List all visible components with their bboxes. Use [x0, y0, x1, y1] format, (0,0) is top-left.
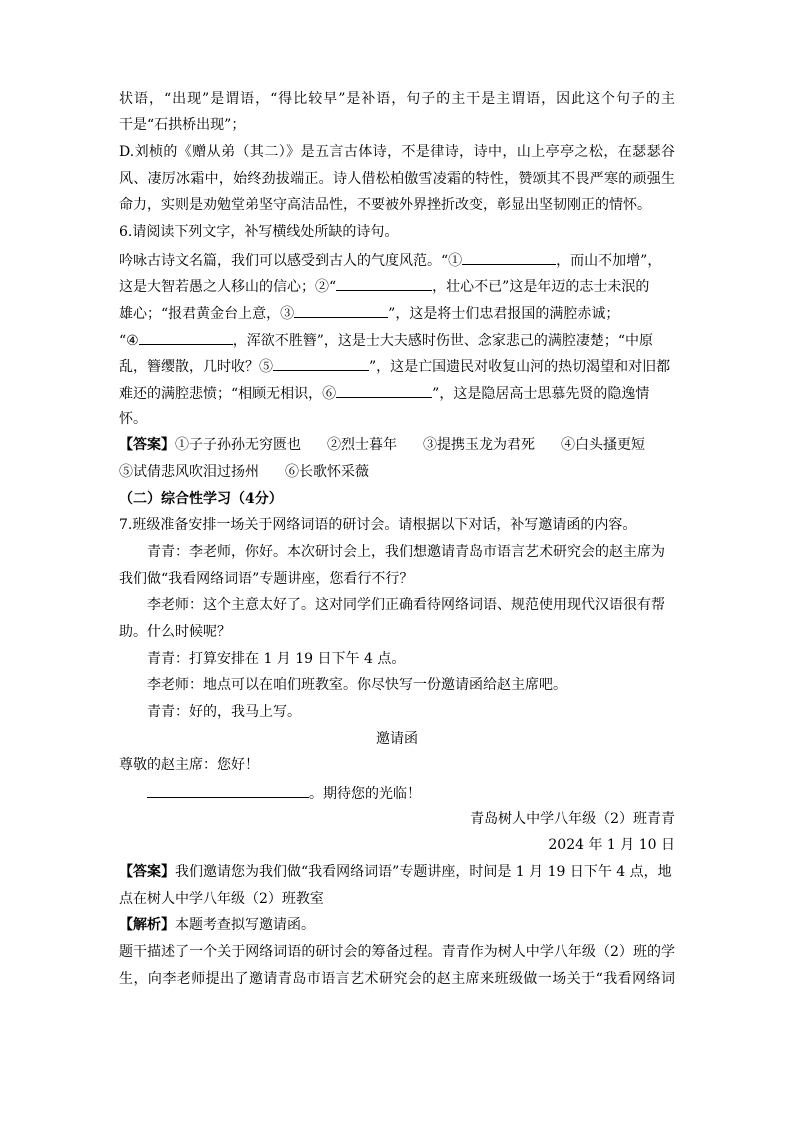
answer-item: ②烈士暮年 [327, 437, 397, 453]
answer-text: 我们邀请您为我们做“我看网络词语”专题讲座，时间是 1 月 19 日下午 4 点，地 [175, 864, 672, 880]
answer-tag: 【答案】 [119, 437, 175, 453]
letter-body-blank[interactable] [147, 783, 309, 798]
dialogue-line: 李老师：地点可以在咱们班教室。你尽快写一份邀请函给赵主席吧。 [147, 677, 567, 693]
text-segment: ”，这是隐居高士思慕先贤的隐逸情 [432, 386, 650, 402]
fill-blank-6[interactable] [336, 383, 432, 398]
question-6-stem: 6.请阅读下列文字，补写横线处所缺的诗句。 [119, 224, 399, 240]
letter-title: 邀请函 [376, 731, 418, 747]
answer-item: ⑤试倩悲风吹泪过扬州 [119, 464, 259, 480]
text-segment: ，壮心不已”这是年迈的志士未泯的 [432, 279, 650, 295]
q6-line-6 [119, 383, 649, 401]
answer-item: ①子子孙孙无穷匮也 [175, 437, 301, 453]
fill-blank-2[interactable] [336, 276, 432, 291]
dialogue-line: 青青：好的，我马上写。 [147, 704, 301, 720]
text-line: 怀。 [119, 411, 147, 427]
letter-date: 2024 年 1 月 10 日 [548, 837, 675, 853]
dialogue-line: 助。什么时候呢？ [119, 624, 231, 640]
letter-salutation: 尊敬的赵主席：您好！ [119, 757, 259, 773]
text-segment: “④ [119, 333, 139, 349]
analysis-7 [119, 916, 315, 934]
dialogue-line: 李老师：这个主意太好了。这对同学们正确看待网络词语、规范使用现代汉语很有帮 [147, 597, 665, 613]
fill-blank-3[interactable] [294, 303, 388, 318]
letter-body [147, 783, 421, 801]
text-line: 生，向李老师提出了邀请青岛市语言艺术研究会的赵主席来班级做一场关于“我看网络词 [119, 971, 675, 987]
fill-blank-4[interactable] [139, 330, 233, 345]
q6-line-1 [119, 250, 661, 268]
q6-line-5 [119, 356, 670, 374]
answer-7 [119, 863, 672, 881]
answer-item: ③提携玉龙为君死 [423, 437, 535, 453]
text-line: 状语，“出现”是谓语，“得比较早”是补语，句子的主干是主谓语，因此这个句子的主 [119, 91, 675, 107]
text-line: 命力，实则是劝勉堂弟坚守高洁品性，不要被外界挫折改变，彰显出坚韧刚正的情怀。 [119, 197, 651, 213]
text-line: 干是“石拱桥出现”； [119, 117, 246, 133]
fill-blank-5[interactable] [273, 356, 369, 371]
dialogue-line: 我们做“我看网络词语”专题讲座，您看行不行？ [119, 571, 414, 587]
q6-line-4 [119, 330, 653, 348]
dialogue-line: 青青：李老师，你好。本次研讨会上，我们想邀请青岛市语言艺术研究会的赵主席为 [147, 544, 665, 560]
answer-tag: 【答案】 [119, 864, 175, 880]
answer-6 [119, 436, 645, 454]
letter-signature: 青岛树人中学八年级（2）班青青 [470, 811, 675, 827]
text-segment: ”，这是亡国遗民对收复山河的热切渴望和对旧都 [369, 359, 671, 375]
answer-7-cont: 点在树人中学八年级（2）班教室 [119, 891, 324, 907]
answer-item: ⑥长歌怀采薇 [285, 464, 369, 480]
dialogue-line: 青青：打算安排在 1 月 19 日下午 4 点。 [147, 651, 406, 667]
text-segment: ”，这是将士们忠君报国的满腔赤诚； [388, 306, 620, 322]
answer-6-cont [119, 463, 369, 481]
answer-item: ④白头搔更短 [561, 437, 645, 453]
text-segment: 这是大智若愚之人移山的信心；②“ [119, 279, 337, 295]
text-line: 题干描述了一个关于网络词语的研讨会的筹备过程。青青作为树人中学八年级（2）班的学 [119, 944, 675, 960]
q6-line-2 [119, 276, 649, 294]
text-segment: 雄心；“报君黄金台上意，③ [119, 306, 295, 322]
text-segment: ，而山不加增”， [556, 253, 662, 269]
text-segment: 乱，簪缨散，几时收？⑤ [119, 359, 273, 375]
text-segment: 吟咏古诗文名篇，我们可以感受到古人的气度风范。“① [119, 253, 463, 269]
text-segment: 难还的满腔悲愤；“相顾无相识，⑥ [119, 386, 337, 402]
analysis-text: 本题考查拟写邀请函。 [175, 917, 315, 933]
analysis-tag: 【解析】 [119, 917, 175, 933]
text-segment: 。期待您的光临！ [309, 786, 421, 802]
section-heading: （二）综合性学习（4分） [119, 491, 283, 507]
fill-blank-1[interactable] [462, 250, 556, 265]
question-7-stem: 7.班级准备安排一场关于网络词语的研讨会。请根据以下对话，补写邀请函的内容。 [119, 517, 637, 533]
text-segment: ，浑欲不胜簪”，这是士大夫感时伤世、念家悲己的满腔凄楚；“中原 [232, 333, 654, 349]
q6-line-3 [119, 303, 619, 321]
text-line: 风、凄厉冰霜中，始终劲拔端正。诗人借松柏傲雪凌霜的特性，赞颂其不畏严寒的顽强生 [119, 171, 675, 187]
text-line: D.刘桢的《赠从弟（其二）》是五言古体诗，不是律诗，诗中，山上亭亭之松，在瑟瑟谷 [119, 144, 675, 160]
